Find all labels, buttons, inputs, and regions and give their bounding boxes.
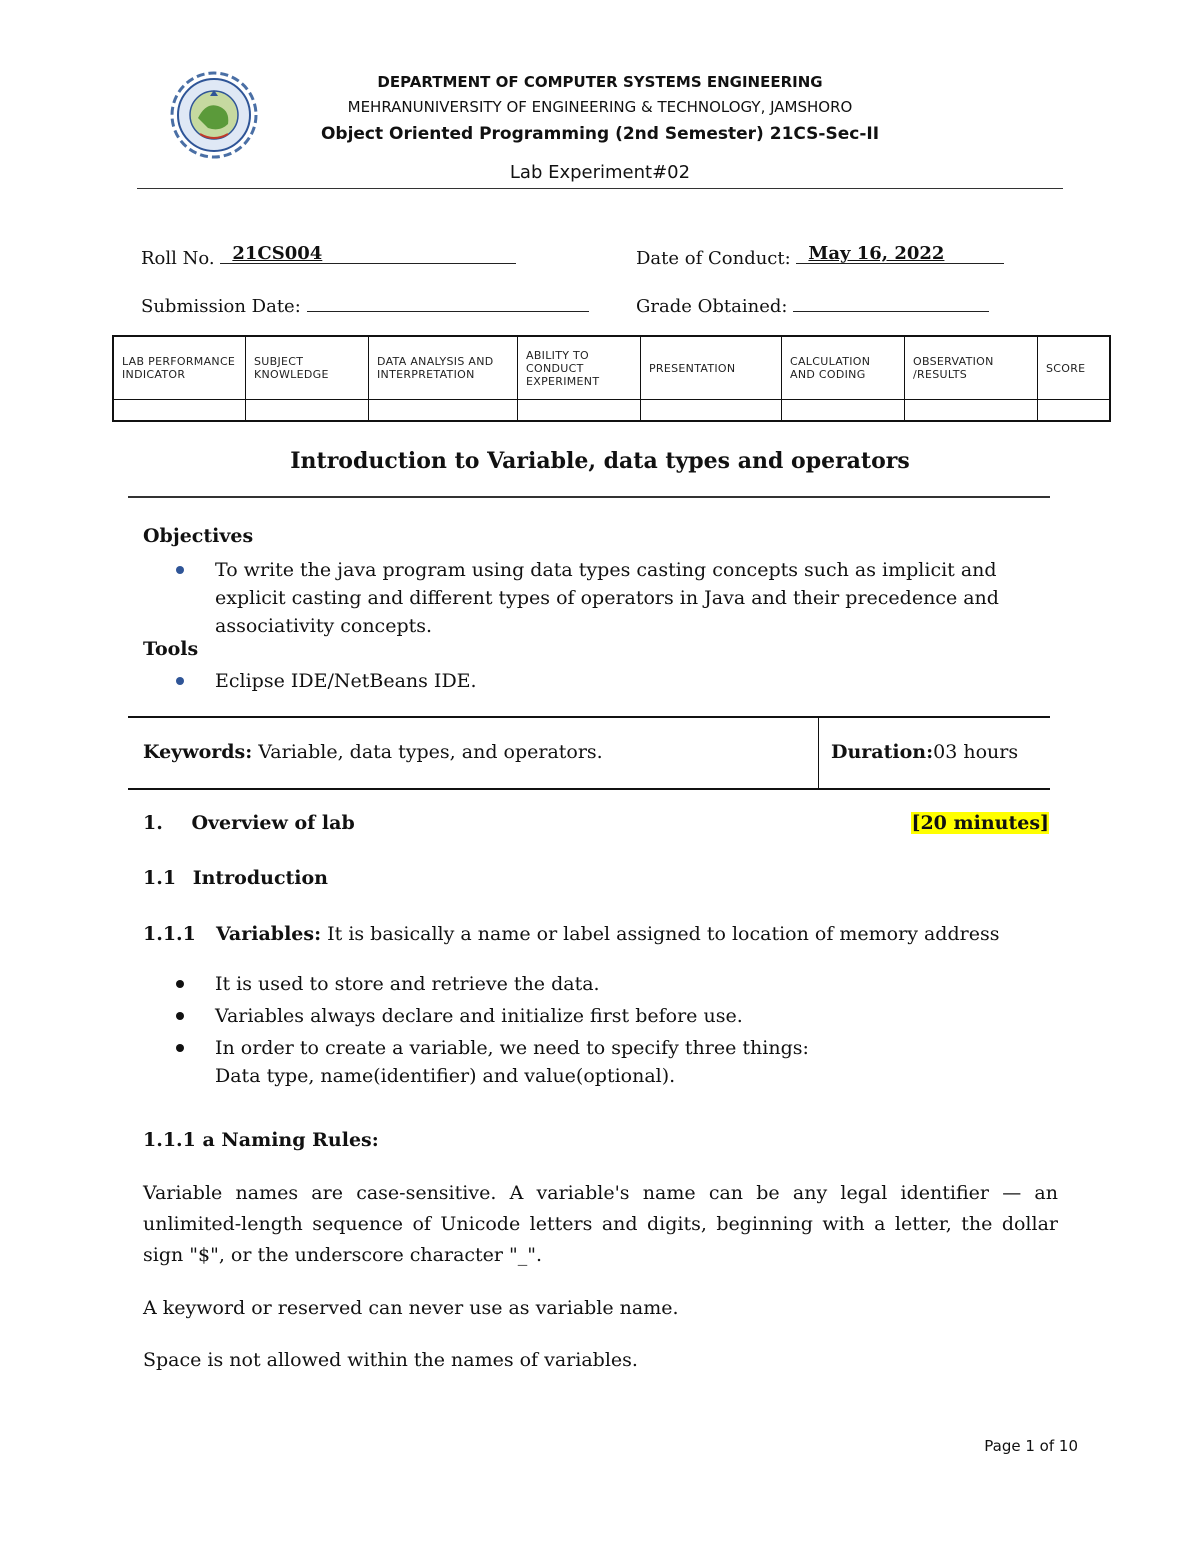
bullet-icon xyxy=(176,677,184,685)
space-rule-paragraph: Space is not allowed within the names of variables. xyxy=(143,1349,638,1371)
keywords-label: Keywords: xyxy=(143,741,253,763)
bullet-icon xyxy=(176,980,184,988)
keywords-divider xyxy=(818,716,819,788)
university-name: MEHRANUNIVERSITY OF ENGINEERING & TECHNOLOGY, JAMSHORO xyxy=(347,98,853,116)
variables-text: It is basically a name or label assigned to location of memory address xyxy=(321,923,1000,945)
header-divider xyxy=(137,188,1063,189)
rubric-cell xyxy=(369,400,518,422)
roll-no-value: 21CS004 xyxy=(232,243,323,264)
rubric-cell xyxy=(641,400,782,422)
date-of-conduct-line xyxy=(796,243,1004,264)
naming-rules-paragraph: Variable names are case-sensitive. A variable's name can be any legal identifier — an unlimited-length sequence of Unicode letters and digits, beginning with a letter, the dollar sign "$", or the underscore character "_". xyxy=(143,1182,1058,1266)
section-1-heading xyxy=(143,812,355,834)
variables-label: Variables: xyxy=(215,923,322,945)
tools-heading: Tools xyxy=(143,638,199,660)
section-title: Overview of lab xyxy=(191,812,355,834)
roll-no-field xyxy=(141,243,516,269)
date-of-conduct-value: May 16, 2022 xyxy=(808,243,945,264)
bullet-icon xyxy=(176,566,184,574)
list-item: To write the java program using data types casting concepts such as implicit and explicit casting and different types of operators in Java and their precedence and associativity concepts. xyxy=(143,556,1043,640)
rubric-cell xyxy=(782,400,905,422)
rubric-header: CALCULATION AND CODING xyxy=(782,336,905,400)
variables-list xyxy=(143,970,1043,1090)
section-title: Introduction xyxy=(192,867,328,889)
rubric-header: DATA ANALYSIS AND INTERPRETATION xyxy=(369,336,518,400)
rubric-cell xyxy=(113,400,246,422)
rubric-header: SUBJECT KNOWLEDGE xyxy=(246,336,369,400)
lab-experiment-title: Lab Experiment#02 xyxy=(509,162,691,183)
title-divider xyxy=(128,496,1050,498)
duration xyxy=(831,741,1018,763)
university-logo xyxy=(160,66,268,164)
grade-obtained-label: Grade Obtained: xyxy=(636,296,788,317)
grade-obtained-line xyxy=(793,291,989,312)
rubric-header: PRESENTATION xyxy=(641,336,782,400)
section-duration-badge: [20 minutes] xyxy=(911,812,1049,834)
rubric-header: LAB PERFORMANCE INDICATOR xyxy=(113,336,246,400)
duration-label: Duration: xyxy=(831,741,934,763)
section-number: 1. xyxy=(143,812,163,834)
section-1-1-heading xyxy=(143,867,328,889)
grade-obtained-field xyxy=(636,291,989,317)
section-number: 1.1 xyxy=(143,867,177,889)
rubric-header: OBSERVATION /RESULTS xyxy=(905,336,1038,400)
rubric-cell xyxy=(518,400,641,422)
date-of-conduct-field xyxy=(636,243,1004,269)
rubric-table xyxy=(112,335,1111,422)
submission-date-field xyxy=(141,291,589,317)
bullet-icon xyxy=(176,1012,184,1020)
rubric-score-row xyxy=(113,400,1110,422)
submission-date-label: Submission Date: xyxy=(141,296,301,317)
rubric-cell xyxy=(1038,400,1111,422)
bullet-icon xyxy=(176,1044,184,1052)
rubric-cell xyxy=(905,400,1038,422)
list-item: It is used to store and retrieve the data. xyxy=(143,970,1043,998)
duration-value: 03 hours xyxy=(933,741,1019,763)
submission-date-line xyxy=(307,291,589,312)
roll-no-line xyxy=(220,243,516,264)
keywords xyxy=(143,741,603,763)
keywords-value: Variable, data types, and operators. xyxy=(252,741,603,763)
section-number: 1.1.1 xyxy=(143,923,196,945)
department-title: DEPARTMENT OF COMPUTER SYSTEMS ENGINEERING xyxy=(377,73,823,91)
rubric-header: SCORE xyxy=(1038,336,1111,400)
section-1-1-1 xyxy=(143,923,999,945)
course-title: Object Oriented Programming (2nd Semester) 21CS-Sec-II xyxy=(320,124,880,144)
rubric-cell xyxy=(246,400,369,422)
list-continuation: Data type, name(identifier) and value(optional). xyxy=(215,1065,676,1087)
rubric-header: ABILITY TO CONDUCT EXPERIMENT xyxy=(518,336,641,400)
roll-no-label: Roll No. xyxy=(141,248,215,269)
document-title: Introduction to Variable, data types and operators xyxy=(290,448,910,474)
objectives-list xyxy=(143,556,1043,640)
list-item: Variables always declare and initialize first before use. xyxy=(143,1002,1043,1030)
page-number: Page 1 of 10 xyxy=(984,1437,1078,1455)
objectives-heading: Objectives xyxy=(143,525,254,547)
tools-list xyxy=(143,667,1043,695)
date-of-conduct-label: Date of Conduct: xyxy=(636,248,791,269)
naming-rules-heading: 1.1.1 a Naming Rules: xyxy=(143,1129,379,1151)
list-item: In order to create a variable, we need to specify three things: Data type, name(identifier) and value(optional). xyxy=(143,1034,1043,1090)
list-item: Eclipse IDE/NetBeans IDE. xyxy=(143,667,1043,695)
keyword-rule-paragraph: A keyword or reserved can never use as variable name. xyxy=(143,1297,679,1319)
